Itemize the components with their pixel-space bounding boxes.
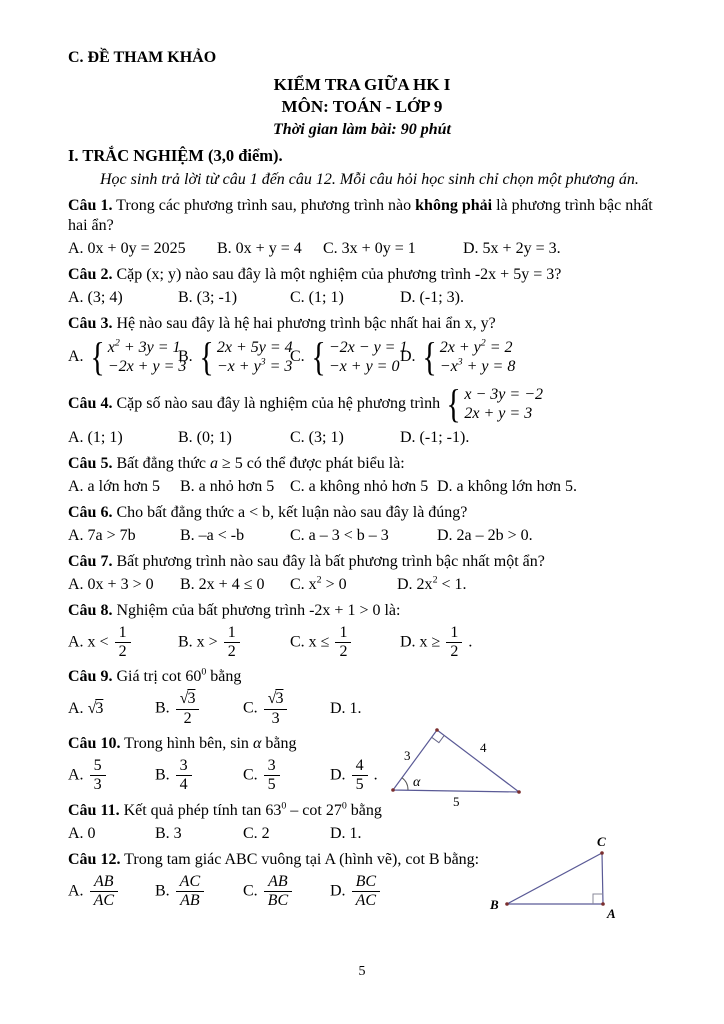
option-a: A. $\frac{5}{3}$ — [68, 757, 155, 795]
question-1 — [68, 196, 656, 259]
question-body: Trong hình bên, sin α bằng — [124, 734, 297, 752]
option-b: B. 2x + 4 ≤ 0 — [180, 575, 265, 593]
question-10 — [68, 734, 656, 808]
question-label: Câu 1. — [68, 196, 113, 214]
option-d: D. 5x + 2y = 3. — [463, 239, 561, 257]
question-body: Trong tam giác ABC vuông tại A (hình vẽ), cot B bằng: — [124, 850, 480, 868]
option-c: C. $\frac{√3}{3}$ — [243, 690, 330, 728]
question-text — [68, 314, 656, 334]
option-b: B. 3 — [155, 824, 182, 842]
option-a: A. 0x + 0y = 2025 — [68, 239, 186, 257]
vertex-label-b: B — [490, 896, 499, 912]
question-label: Câu 3. — [68, 314, 113, 332]
options-row — [68, 690, 656, 728]
vertex-dot — [505, 902, 509, 906]
option-b: B. $\frac{3}{4}$ — [155, 757, 243, 795]
option-c: C. 3x + 0y = 1 — [323, 239, 416, 257]
options-row — [68, 757, 656, 795]
option-a: A. { $x^2 + 3y = 1$ −2x + y = 3 — [68, 334, 187, 380]
question-text — [68, 801, 656, 821]
option-d: D. (-1; 3). — [400, 288, 464, 306]
question-label: Câu 12. — [68, 850, 121, 868]
question-label: Câu 6. — [68, 503, 113, 521]
option-c: C. x ≤ $\frac{1}{2}$ — [290, 624, 400, 662]
question-2 — [68, 265, 656, 308]
question-7 — [68, 552, 656, 595]
vertex-label-a: A — [607, 905, 616, 921]
vertex-dot — [600, 851, 604, 855]
question-label: Câu 2. — [68, 265, 113, 283]
vertex-dot — [435, 728, 439, 732]
question-body: Trong các phương trình sau, phương trình nào không phải là phương trình bậc nhất hai ẩn? — [68, 196, 653, 234]
options-row — [68, 334, 656, 380]
question-body: Hệ nào sau đây là hệ hai phương trình bậc nhất hai ẩn x, y? — [116, 314, 496, 332]
right-angle-marker — [593, 894, 603, 904]
option-d: D. 1. — [330, 824, 362, 842]
option-d: D. (-1; -1). — [400, 428, 470, 446]
angle-arc — [402, 778, 408, 790]
options-row — [68, 575, 656, 595]
question-text — [68, 552, 656, 572]
question-12 — [68, 835, 656, 921]
options-row — [68, 477, 656, 497]
option-d: D. x ≥ $\frac{1}{2}$ . — [400, 623, 473, 660]
question-label: Câu 5. — [68, 454, 113, 472]
question-body: Cặp (x; y) nào sau đây là một nghiệm của phương trình -2x + 5y = 3? — [116, 265, 562, 283]
option-c: C. a – 3 < b – 3 — [290, 526, 389, 544]
exam-subject: MÔN: TOÁN - LỚP 9 — [281, 97, 443, 117]
question-3 — [68, 314, 656, 378]
option-b: B. a nhỏ hơn 5 — [180, 477, 275, 495]
question-body: Nghiệm của bất phương trình -2x + 1 > 0 là: — [116, 601, 401, 619]
question-body: Kết quả phép tính $\tan 63^0$ – $\cot 27^0$ bằng — [123, 800, 382, 819]
option-c: C. 2 — [243, 824, 270, 842]
exam-header — [68, 74, 656, 140]
question-body: Cho bất đẳng thức a < b, kết luận nào sau đây là đúng? — [116, 503, 468, 521]
option-c: C. (3; 1) — [290, 428, 344, 446]
option-a: A. 7a > 7b — [68, 526, 136, 544]
instruction-text: Học sinh trả lời từ câu 1 đến câu 12. Mỗi câu hỏi học sinh chỉ chọn một phương án. — [100, 170, 639, 188]
vertex-dot — [517, 790, 521, 794]
question-text — [68, 601, 656, 621]
question-label: Câu 9. — [68, 668, 113, 686]
option-d: D. $\frac{BC}{AC}$ — [330, 873, 656, 911]
question-text — [68, 196, 656, 236]
side-label-4: 4 — [480, 739, 487, 755]
option-b: B. (3; -1) — [178, 288, 238, 306]
question-text — [68, 381, 656, 427]
question-6 — [68, 503, 656, 546]
options-row — [68, 239, 656, 259]
question-body: Giá trị $\cot 60^0$ bằng — [116, 666, 242, 686]
question-label: Câu 7. — [68, 552, 113, 570]
option-d: D. $\frac{4}{5}$ . — [330, 756, 378, 794]
option-b: B. 0x + y = 4 — [217, 239, 302, 257]
question-8 — [68, 601, 656, 662]
page-number: 5 — [358, 963, 366, 979]
question-5 — [68, 454, 656, 497]
side-label-3: 3 — [404, 747, 411, 763]
question-label: Câu 10. — [68, 734, 121, 752]
option-b: B. $\frac{√3}{2}$ — [155, 690, 243, 728]
option-b: B. $\frac{AC}{AB}$ — [155, 873, 243, 911]
question-text — [68, 265, 656, 285]
option-a: A. (3; 4) — [68, 288, 123, 306]
question-9 — [68, 667, 656, 728]
question-label: Câu 4. — [68, 394, 113, 412]
option-b: B. –a < -b — [180, 526, 245, 544]
option-d: D. 2a – 2b > 0. — [437, 526, 533, 544]
option-d: D. a không lớn hơn 5. — [437, 477, 578, 495]
option-c: C. $x^2 > 0$ — [290, 574, 347, 593]
option-a: A. a lớn hơn 5 — [68, 477, 161, 495]
options-row — [68, 624, 656, 662]
question-text — [68, 503, 656, 523]
option-c: C. a không nhỏ hơn 5 — [290, 477, 429, 495]
option-c: C. (1; 1) — [290, 288, 344, 306]
option-a: A. √3 — [68, 700, 104, 718]
option-a: A. (1; 1) — [68, 428, 123, 446]
option-c: C. { −2x − y = 1 −x + y = 0 — [290, 334, 408, 380]
part-heading: I. TRẮC NGHIỆM (3,0 điểm). — [68, 145, 283, 165]
vertex-label-c: C — [597, 835, 606, 849]
vertex-dot — [601, 902, 605, 906]
option-a: A. 0 — [68, 824, 96, 842]
option-a: A. 0x + 3 > 0 — [68, 575, 154, 593]
triangle-outline — [507, 853, 603, 904]
question-body: Bất đẳng thức a ≥ 5 có thể được phát biểu là: — [116, 454, 405, 472]
exam-duration: Thời gian làm bài: 90 phút — [273, 120, 451, 138]
question-text — [68, 734, 656, 754]
question-text — [68, 454, 656, 474]
side-label-5: 5 — [453, 793, 460, 808]
option-c: C. $\frac{3}{5}$ — [243, 757, 330, 795]
option-d: D. { $2x + y^2 = 2$ $-x^3 + y = 8$ — [400, 334, 516, 380]
question-body: Bất phương trình nào sau đây là bất phương trình bậc nhất một ẩn? — [116, 552, 545, 570]
vertex-dot — [391, 788, 395, 792]
angle-alpha-label: α — [413, 774, 421, 790]
option-b: B. (0; 1) — [178, 428, 232, 446]
option-c: C. $\frac{AB}{BC}$ — [243, 873, 330, 911]
options-row — [68, 288, 656, 308]
question-text — [68, 667, 656, 687]
question-4 — [68, 381, 656, 448]
option-a: A. x < $\frac{1}{2}$ — [68, 624, 178, 662]
options-row — [68, 526, 656, 546]
option-d: D. $2x^2 < 1$. — [397, 574, 467, 593]
exam-title: KIỂM TRA GIỮA HK I — [273, 75, 451, 94]
right-angle-marker — [432, 735, 445, 742]
triangle-abc-figure — [485, 836, 665, 928]
option-b: B. { 2x + 5y = 4 $-x + y^3 = 3$ — [178, 334, 293, 380]
triangle-345-figure — [385, 724, 525, 808]
triangle-outline — [393, 730, 519, 792]
option-b: B. x > $\frac{1}{2}$ — [178, 624, 290, 662]
section-label: C. ĐỀ THAM KHẢO — [68, 49, 217, 66]
options-row — [68, 428, 656, 448]
option-d: D. 1. — [330, 700, 362, 718]
question-label: Câu 11. — [68, 801, 120, 819]
question-body: Cặp số nào sau đây là nghiệm của hệ phương trình { x − 3y = −2 2x + y = 3 — [116, 381, 543, 427]
option-a: A. $\frac{AB}{AC}$ — [68, 873, 155, 911]
question-label: Câu 8. — [68, 601, 113, 619]
